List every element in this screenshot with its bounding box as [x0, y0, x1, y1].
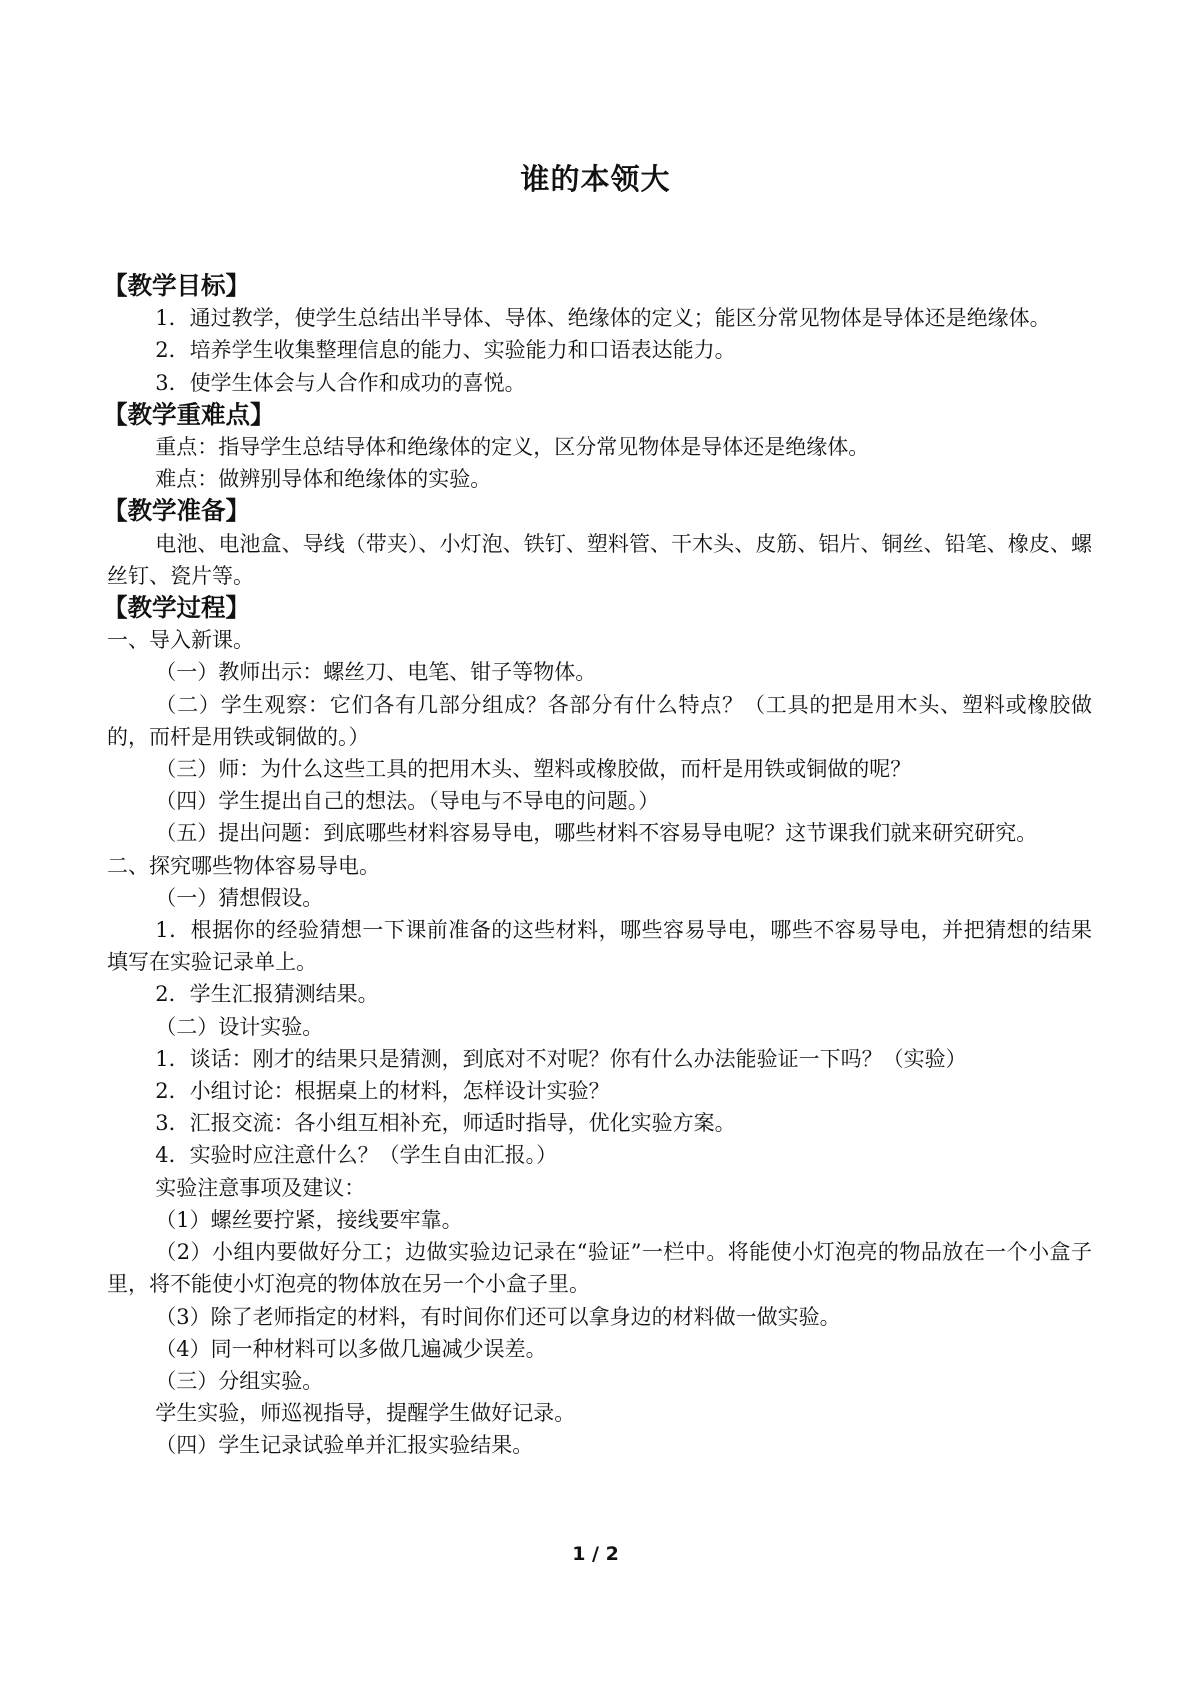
paragraph: 2．培养学生收集整理信息的能力、实验能力和口语表达能力。: [155, 338, 736, 363]
paragraph: （2）小组内要做好分工；边做实验边记录在“验证”一栏中。将能使小灯泡亮的物品放在一个小盒子里，将不能使小灯泡亮的物体放在另一个小盒子里。: [107, 1240, 1092, 1297]
heading-keypoints: 【教学重难点】: [103, 399, 275, 429]
paragraph: （五）提出问题：到底哪些材料容易导电，哪些材料不容易导电呢？这节课我们就来研究研究。: [155, 821, 1038, 846]
paragraph: （三）师：为什么这些工具的把用木头、塑料或橡胶做，而杆是用铁或铜做的呢？: [155, 757, 912, 782]
paragraph: 3．汇报交流：各小组互相补充，师适时指导，优化实验方案。: [155, 1111, 736, 1136]
paragraph: （4）同一种材料可以多做几遍减少误差。: [155, 1336, 547, 1361]
page-number: 1 / 2: [572, 1543, 619, 1565]
paragraph: （二）学生观察：它们各有几部分组成？各部分有什么特点？（工具的把是用木头、塑料或橡胶做的，而杆是用铁或铜做的。）: [107, 692, 1092, 749]
paragraph: 4．实验时应注意什么？（学生自由汇报。）: [155, 1143, 558, 1168]
paragraph: （1）螺丝要拧紧，接线要牢靠。: [155, 1207, 463, 1232]
paragraph: （一）猜想假设。: [155, 885, 324, 910]
heading-process: 【教学过程】: [103, 593, 250, 623]
document-title: 谁的本领大: [520, 162, 671, 196]
paragraph: 二、探究哪些物体容易导电。: [107, 853, 380, 878]
paragraph: （四）学生记录试验单并汇报实验结果。: [155, 1433, 534, 1458]
heading-prep: 【教学准备】: [103, 496, 250, 526]
paragraph: 1．通过教学，使学生总结出半导体、导体、绝缘体的定义；能区分常见物体是导体还是绝缘体。: [155, 306, 1051, 331]
paragraph: 一、导入新课。: [107, 628, 254, 653]
paragraph: 2．学生汇报猜测结果。: [155, 982, 379, 1007]
paragraph: 重点：指导学生总结导体和绝缘体的定义，区分常见物体是导体还是绝缘体。: [155, 435, 870, 460]
paragraph: 实验注意事项及建议：: [155, 1175, 366, 1200]
paragraph: （二）设计实验。: [155, 1014, 324, 1039]
paragraph: （一）教师出示：螺丝刀、电笔、钳子等物体。: [155, 660, 597, 685]
heading-goals: 【教学目标】: [103, 271, 250, 300]
paragraph: 2．小组讨论：根据桌上的材料，怎样设计实验？: [155, 1079, 610, 1104]
paragraph: （三）分组实验。: [155, 1368, 324, 1393]
paragraph: 学生实验，师巡视指导，提醒学生做好记录。: [155, 1401, 576, 1426]
paragraph: 3．使学生体会与人合作和成功的喜悦。: [155, 370, 526, 395]
paragraph: 电池、电池盒、导线（带夹）、小灯泡、铁钉、塑料管、干木头、皮筋、铝片、铜丝、铅笔、橡皮、螺丝钉、瓷片等。: [107, 531, 1092, 588]
paragraph: 难点：做辨别导体和绝缘体的实验。: [155, 467, 492, 492]
paragraph: （四）学生提出自己的想法。（导电与不导电的问题。）: [155, 789, 660, 814]
paragraph: （3）除了老师指定的材料，有时间你们还可以拿身边的材料做一做实验。: [155, 1304, 841, 1329]
paragraph: 1．谈话：刚才的结果只是猜测，到底对不对呢？你有什么办法能验证一下吗？（实验）: [155, 1046, 967, 1071]
document-body: [103, 270, 1092, 1462]
paragraph: 1．根据你的经验猜想一下课前准备的这些材料，哪些容易导电，哪些不容易导电，并把猜想的结果填写在实验记录单上。: [107, 918, 1092, 975]
